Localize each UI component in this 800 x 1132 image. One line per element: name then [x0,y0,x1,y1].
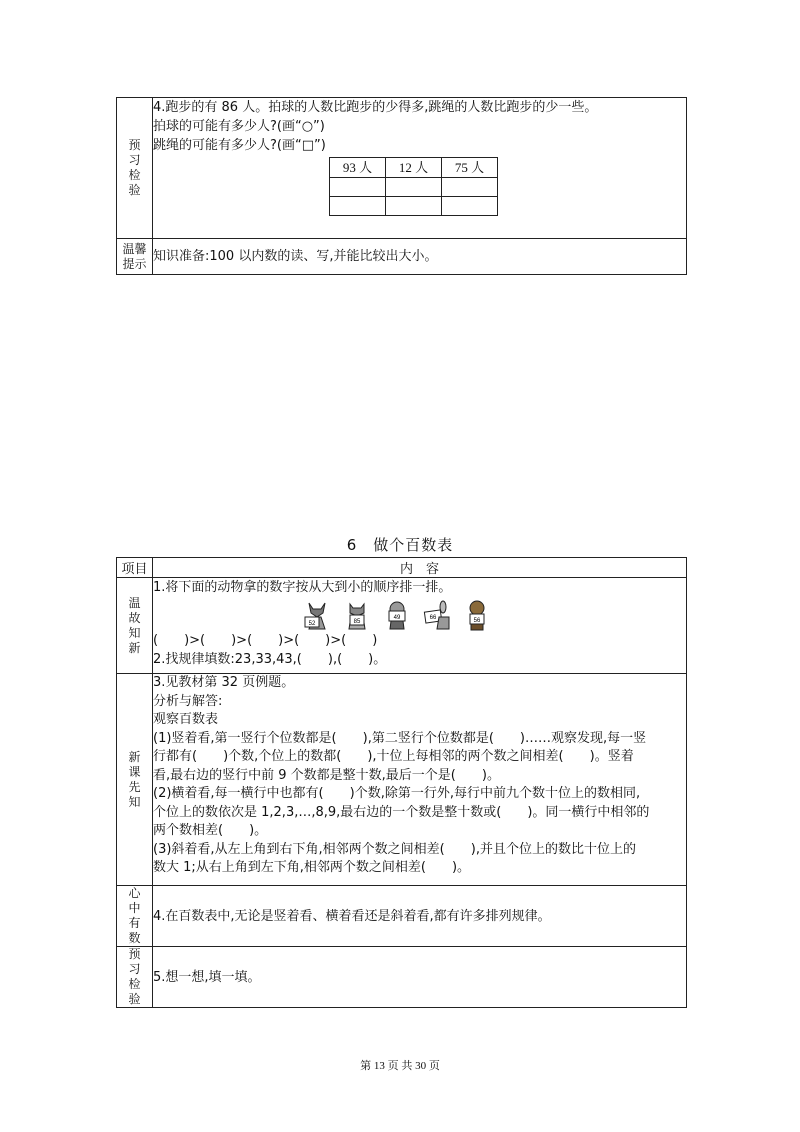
question-3-text: 3.见教材第 32 页例题。 [153,675,295,690]
preview-check-content [153,98,687,239]
rabbit-with-sign-icon [421,599,453,631]
row-label-review: 温 故 知 新 [117,578,153,674]
question-4-rope-prompt: 跳绳的可能有多少人?(画“□”) [153,138,326,153]
question-4-text: 4.跑步的有 86 人。拍球的人数比跑步的少得多,跳绳的人数比跑步的少一些。 [153,100,598,115]
paragraph-line: 个位上的数依次是 1,2,3,…,8,9,最右边的一个数是整十数或( )。同一横行中相邻的 [153,804,650,820]
row-label-preview-check: 预 习 检 验 [117,947,153,1008]
summary-content [153,886,687,947]
animal-number: 52 [308,621,316,627]
row-label-tips: 温馨 提示 [117,239,153,275]
option-cell[interactable] [386,178,442,197]
option-header: 93 人 [330,158,386,178]
tips-text: 知识准备:100 以内数的读、写,并能比较出大小。 [153,249,438,264]
row-label-preview-check: 预 习 检 验 [117,98,153,239]
paragraph-line: 行都有( )个数,个位上的数都( ),十位上每相邻的两个数之间相差( )。竖着 [153,749,634,764]
paragraph-line: (1)竖着看,第一竖行个位数都是( ),第二竖行个位数都是( )……观察发现,每一竖 [153,730,647,746]
new-lesson-content [153,674,687,886]
animal-number: 85 [353,619,361,625]
main-table [116,557,687,1008]
animal-number: 49 [393,615,401,621]
row-label-summary: 心 中 有 数 [117,886,153,947]
preview-check-content [153,947,687,1008]
question-4-text: 4.在百数表中,无论是竖着看、横着看还是斜着看,都有许多排列规律。 [153,908,551,924]
question-5-text: 5.想一想,填一填。 [153,969,261,985]
row-label-new-lesson: 新 课 先 知 [117,674,153,886]
review-content [153,578,687,674]
top-table [116,97,687,275]
animal-number: 66 [429,615,437,621]
monkey-with-sign-icon [461,599,493,631]
paragraph-line: (2)横着看,每一横行中也都有( )个数,除第一行外,每行中前九个数十位上的数相同, [153,786,641,801]
option-cell[interactable] [442,178,498,197]
fox-with-sign-icon [301,599,333,631]
option-cell[interactable] [386,197,442,216]
observe-heading: 观察百数表 [153,712,219,727]
cat-with-sign-icon [341,599,373,631]
header-content: 内 容 [153,558,687,578]
option-cell[interactable] [442,197,498,216]
analysis-heading: 分析与解答: [153,693,223,709]
paragraph-line: 看,最右边的竖行中前 9 个数都是整十数,最后一个是( )。 [153,767,500,783]
tips-content [153,239,687,275]
option-cell[interactable] [330,197,386,216]
animal-figures [301,597,686,631]
section-title: 6 做个百数表 [346,536,454,554]
paragraph-line: (3)斜着看,从左上角到右下角,相邻两个数之间相差( ),并且个位上的数比十位上的 [153,841,636,857]
order-answer-blanks: ( )>( )>( )>( )>( ) [153,633,378,648]
question-2-text: 2.找规律填数:23,33,43,( ),( )。 [153,652,387,667]
paragraph-line: 两个数相差( )。 [153,823,268,838]
question-4-ball-prompt: 拍球的可能有多少人?(画“○”) [153,119,325,134]
header-item: 项目 [117,558,153,578]
animal-number: 56 [473,618,481,624]
option-header: 12 人 [386,158,442,178]
page-footer: 第 13 页 共 30 页 [360,1060,440,1072]
option-cell[interactable] [330,178,386,197]
paragraph-line: 数大 1;从右上角到左下角,相邻两个数之间相差( )。 [153,860,471,875]
option-header: 75 人 [442,158,498,178]
options-table [329,157,498,216]
question-1-text: 1.将下面的动物拿的数字按从大到小的顺序排一排。 [153,580,452,595]
lion-with-sign-icon [381,599,413,631]
